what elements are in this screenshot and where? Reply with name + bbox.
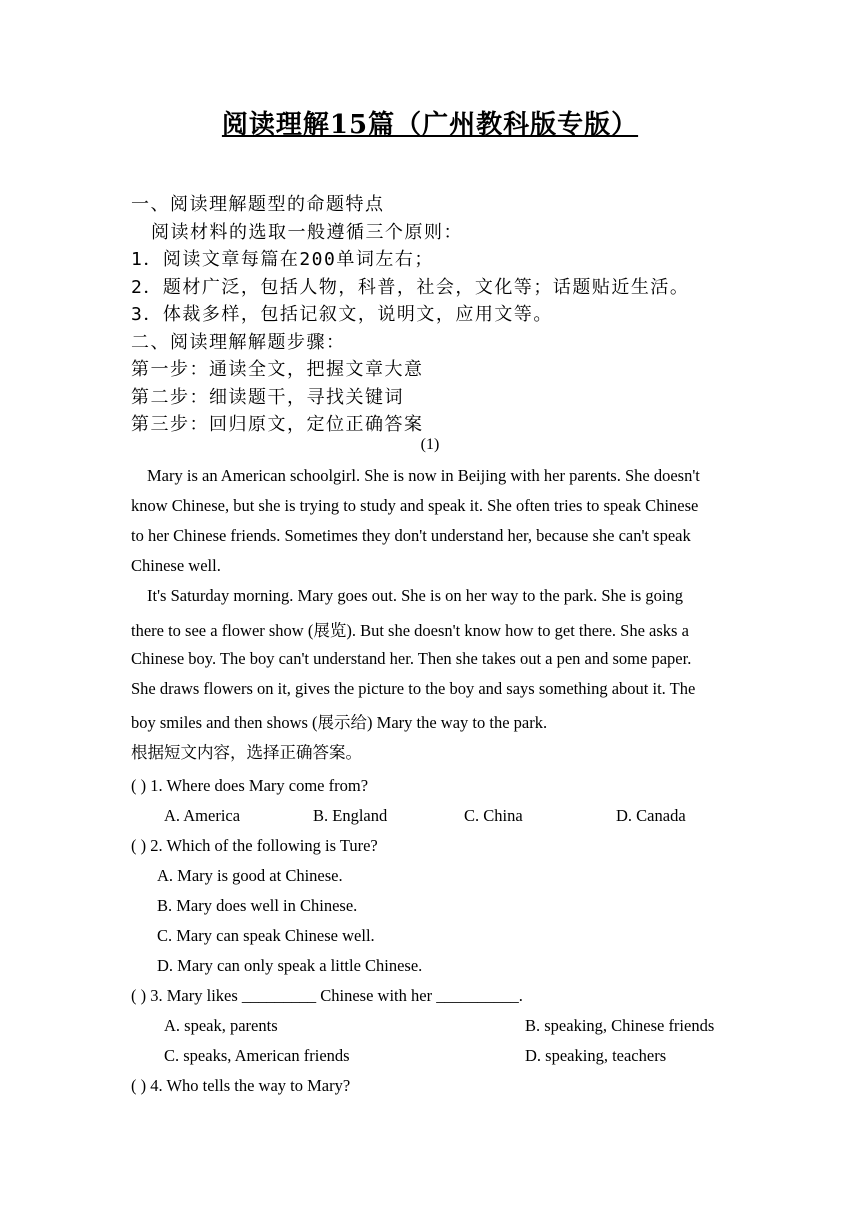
passage-line: to her Chinese friends. Sometimes they don't understand her, because she can't speak	[131, 526, 691, 545]
question-direction: 根据短文内容，选择正确答案。	[131, 743, 362, 762]
question-1-option-d: D. Canada	[616, 806, 686, 825]
passage-line: Chinese well.	[131, 556, 221, 575]
question-1-option-c: C. China	[464, 806, 523, 825]
question-2-option-d: D. Mary can only speak a little Chinese.	[157, 956, 423, 975]
passage-line: there to see a flower show (展览). But she doesn't know how to get there. She asks a	[131, 621, 689, 640]
step-1: 第一步：通读全文，把握文章大意	[131, 359, 424, 380]
passage-line: Mary is an American schoolgirl. She is now in Beijing with her parents. She doesn't	[147, 466, 700, 485]
question-3-option-c: C. speaks, American friends	[164, 1046, 350, 1065]
question-3-option-a: A. speak, parents	[164, 1016, 278, 1035]
principle-1: 1．阅读文章每篇在200单词左右；	[131, 249, 434, 270]
passage-number: (1)	[420, 436, 440, 453]
principle-3: 3．体裁多样，包括记叙文，说明文，应用文等。	[131, 304, 553, 325]
question-3-option-b: B. speaking, Chinese friends	[525, 1016, 715, 1035]
passage-line: know Chinese, but she is trying to study and speak it. She often tries to speak Chinese	[131, 496, 699, 515]
passage-line: She draws flowers on it, gives the picture to the boy and says something about it. The	[131, 679, 696, 698]
question-2-option-c: C. Mary can speak Chinese well.	[157, 926, 375, 945]
question-2-stem: ( ) 2. Which of the following is Ture?	[131, 836, 378, 855]
step-2: 第二步：细读题干，寻找关键词	[131, 387, 404, 408]
question-3-stem: ( ) 3. Mary likes _________ Chinese with her __________.	[131, 986, 523, 1005]
question-1-option-a: A. America	[164, 806, 241, 825]
question-1-option-b: B. England	[313, 806, 388, 825]
section-heading-2: 二、阅读理解解题步骤：	[131, 332, 346, 353]
question-4-stem: ( ) 4. Who tells the way to Mary?	[131, 1076, 351, 1095]
passage-line: boy smiles and then shows (展示给) Mary the way to the park.	[131, 713, 548, 732]
principle-intro: 阅读材料的选取一般遵循三个原则：	[151, 222, 463, 243]
question-1-stem: ( ) 1. Where does Mary come from?	[131, 776, 369, 795]
principle-2: 2．题材广泛，包括人物，科普，社会，文化等；话题贴近生活。	[131, 277, 690, 298]
section-heading-1: 一、阅读理解题型的命题特点	[131, 194, 385, 215]
page-title: 阅读理解15篇（广州教科版专版）	[221, 110, 639, 140]
passage-line: Chinese boy. The boy can't understand her. Then she takes out a pen and some paper.	[131, 649, 692, 668]
step-3: 第三步：回归原文，定位正确答案	[131, 414, 424, 435]
passage-line: It's Saturday morning. Mary goes out. She is on her way to the park. She is going	[147, 586, 683, 605]
question-2-option-a: A. Mary is good at Chinese.	[157, 866, 343, 885]
question-2-option-b: B. Mary does well in Chinese.	[157, 896, 358, 915]
question-3-option-d: D. speaking, teachers	[525, 1046, 667, 1065]
